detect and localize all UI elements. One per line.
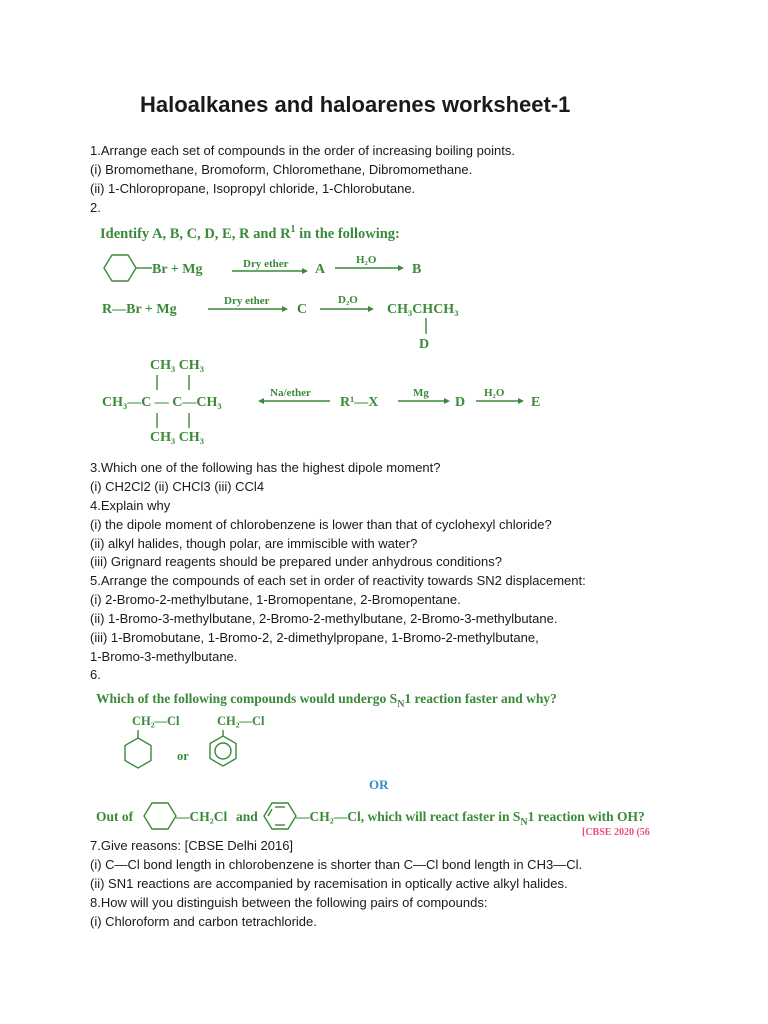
q6-number: 6.	[90, 667, 101, 682]
q8-part-i: (i) Chloroform and carbon tetrachloride.	[90, 914, 317, 929]
r2-product: CH₃CHCH₃	[387, 302, 459, 317]
q8-prompt: 8.How will you distinguish between the following pairs of compounds:	[90, 895, 488, 910]
r3-main-chain: CH₃—C — C—CH₃	[102, 395, 222, 410]
r3-bottom-methyls: CH₃ CH₃	[150, 430, 204, 445]
q6-left-label: CH₂—Cl	[132, 714, 180, 728]
page-title: Haloalkanes and haloarenes worksheet-1	[140, 92, 571, 117]
q1-part-ii: (ii) 1-Chloropropane, Isopropyl chloride, 1-Chlorobutane.	[90, 181, 416, 196]
q6-and: and	[236, 809, 258, 824]
q3-options: (i) CH2Cl2 (ii) CHCl3 (iii) CCl4	[90, 479, 265, 494]
q7-prompt: 7.Give reasons: [CBSE Delhi 2016]	[90, 838, 294, 853]
q6-source: [CBSE 2020 (56	[582, 827, 650, 838]
cyclohexane-ring-icon	[144, 803, 176, 829]
r3-water: H₂O	[484, 387, 505, 399]
q6-or-small: or	[177, 749, 189, 763]
r3-e-label: E	[531, 395, 541, 410]
q2-number: 2.	[90, 200, 101, 215]
r3-d-label: D	[455, 395, 466, 410]
q5-part-ii: (ii) 1-Bromo-3-methylbutane, 2-Bromo-2-methylbutane, 2-Bromo-3-methylbutane.	[90, 611, 558, 626]
r1-condition: Dry ether	[243, 258, 289, 270]
q6-ch2cl: —CH₂Cl	[176, 809, 228, 824]
r1-reactant: Br + Mg	[152, 262, 203, 277]
q7-part-i: (i) C—Cl bond length in chlorobenzene is shorter than C—Cl bond length in CH3—Cl.	[90, 857, 583, 872]
r2-reactant: R—Br + Mg	[102, 302, 177, 317]
q1-prompt: 1.Arrange each set of compounds in the order of increasing boiling points.	[90, 143, 515, 158]
q6-second-compound: —CH₂—Cl, which will react faster in $S_N1$ reaction with OH?	[296, 809, 645, 828]
r3-r1x: R¹—X	[340, 395, 379, 410]
r3-mg: Mg	[413, 387, 429, 399]
r1-product-b: B	[412, 262, 422, 277]
q6-heading: Which of the following compounds would undergo $S_N1$ reaction faster and why?	[96, 691, 557, 710]
q6-or-big: OR	[369, 777, 389, 792]
r2-d2o: D₂O	[338, 294, 358, 306]
benzene-ring-icon	[210, 736, 236, 766]
cyclohexane-ring-icon	[125, 738, 151, 768]
r2-condition: Dry ether	[224, 295, 270, 307]
q4-part-i: (i) the dipole moment of chlorobenzene is lower than that of cyclohexyl chloride?	[90, 517, 552, 532]
r1-product-a: A	[315, 262, 326, 277]
q4-part-ii: (ii) alkyl halides, though polar, are immiscible with water?	[90, 536, 418, 551]
q3-prompt: 3.Which one of the following has the highest dipole moment?	[90, 460, 441, 475]
r2-d-label: D	[419, 337, 430, 352]
q7-part-ii: (ii) SN1 reactions are accompanied by racemisation in optically active alkyl halides.	[90, 876, 568, 891]
r3-condition: Na/ether	[270, 387, 311, 399]
q4-part-iii: (iii) Grignard reagents should be prepared under anhydrous conditions?	[90, 554, 502, 569]
q5-part-i: (i) 2-Bromo-2-methylbutane, 1-Bromopentane, 2-Bromopentane.	[90, 592, 461, 607]
q5-part-iii: (iii) 1-Bromobutane, 1-Bromo-2, 2-dimethylpropane, 1-Bromo-2-methylbutane,	[90, 630, 539, 645]
r3-top-methyls: CH₃ CH₃	[150, 358, 204, 373]
q4-prompt: 4.Explain why	[90, 498, 171, 513]
q6-right-label: CH₂—Cl	[217, 714, 265, 728]
r2-product-c: C	[297, 302, 308, 317]
q2-heading: Identify A, B, C, D, E, R and $R^1$ in the following:	[100, 224, 400, 242]
q5-prompt: 5.Arrange the compounds of each set in order of reactivity towards SN2 displacement:	[90, 573, 586, 588]
r1-water: H₂O	[356, 254, 377, 266]
q1-part-i: (i) Bromomethane, Bromoform, Chloromethane, Dibromomethane.	[90, 162, 473, 177]
q6-outof: Out of	[96, 809, 134, 824]
q5-part-iii-cont: 1-Bromo-3-methylbutane.	[90, 649, 238, 664]
